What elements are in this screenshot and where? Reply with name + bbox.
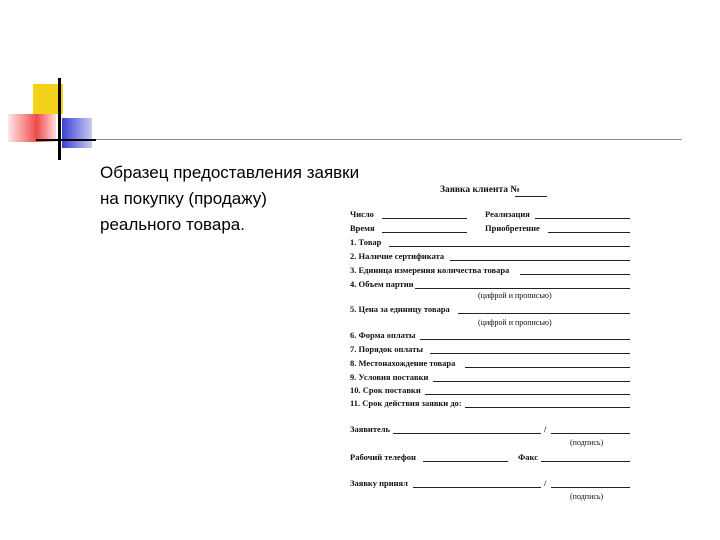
- item-8-line: [465, 367, 630, 368]
- item-5-line: [458, 313, 630, 314]
- item-3: 3. Единица измерения количества товара: [350, 265, 510, 275]
- applicant-label: Заявитель: [350, 424, 391, 434]
- accepted-line-2: [551, 487, 630, 488]
- applicant-line-2: [551, 433, 630, 434]
- sale-line: [535, 218, 630, 219]
- item-10-line: [425, 394, 630, 395]
- time-line: [382, 232, 467, 233]
- date-label: Число: [350, 209, 374, 219]
- item-11: 11. Срок действия заявки до:: [350, 398, 462, 408]
- item-2: 2. Наличие сертификата: [350, 251, 445, 261]
- time-label: Время: [350, 223, 375, 233]
- decor-horizontal-line-dark: [36, 139, 96, 141]
- sale-label: Реализация: [485, 209, 530, 219]
- title-number-line: [515, 196, 547, 197]
- form-title: Заявка клиента №: [440, 185, 520, 195]
- date-line: [382, 218, 467, 219]
- item-1: 1. Товар: [350, 237, 382, 247]
- work-phone-line: [423, 461, 508, 462]
- application-form: [345, 180, 635, 505]
- decor-vertical-line: [58, 78, 61, 160]
- applicant-line: [393, 433, 541, 434]
- work-phone-label: Рабочий телефон: [350, 452, 416, 462]
- item-9: 9. Условия поставки: [350, 372, 429, 382]
- item-5-note: (цифрой и прописью): [478, 318, 552, 327]
- fax-label: Факс: [518, 452, 539, 462]
- caption-line-3: реального товара.: [100, 215, 245, 234]
- item-6-line: [420, 339, 630, 340]
- purchase-label: Приобретение: [485, 223, 540, 233]
- fax-line: [541, 461, 630, 462]
- caption-line-1: Образец предоставления заявки: [100, 163, 360, 182]
- item-7: 7. Порядок оплаты: [350, 344, 424, 354]
- accepted-label: Заявку принял: [350, 478, 408, 488]
- caption-line-2: на покупку (продажу): [100, 189, 267, 208]
- item-10: 10. Срок поставки: [350, 385, 421, 395]
- item-4: 4. Объем партии: [350, 279, 414, 289]
- item-6: 6. Форма оплаты: [350, 330, 416, 340]
- applicant-slash: /: [544, 424, 547, 434]
- item-11-line: [465, 407, 630, 408]
- item-7-line: [430, 353, 630, 354]
- decor-blue-square: [62, 118, 92, 148]
- purchase-line: [548, 232, 630, 233]
- accepted-line: [413, 487, 541, 488]
- item-1-line: [389, 246, 630, 247]
- item-5: 5. Цена за единицу товара: [350, 304, 450, 314]
- item-8: 8. Местонахождение товара: [350, 358, 456, 368]
- applicant-signature-note: (подпись): [570, 438, 604, 447]
- item-4-note: (цифрой и прописью): [478, 291, 552, 300]
- decor-horizontal-line: [36, 139, 682, 140]
- accepted-slash: /: [544, 478, 547, 488]
- decor-red-square: [8, 114, 56, 142]
- item-2-line: [450, 260, 630, 261]
- item-3-line: [520, 274, 630, 275]
- accepted-signature-note: (подпись): [570, 492, 604, 501]
- item-4-line: [415, 288, 630, 289]
- item-9-line: [433, 381, 630, 382]
